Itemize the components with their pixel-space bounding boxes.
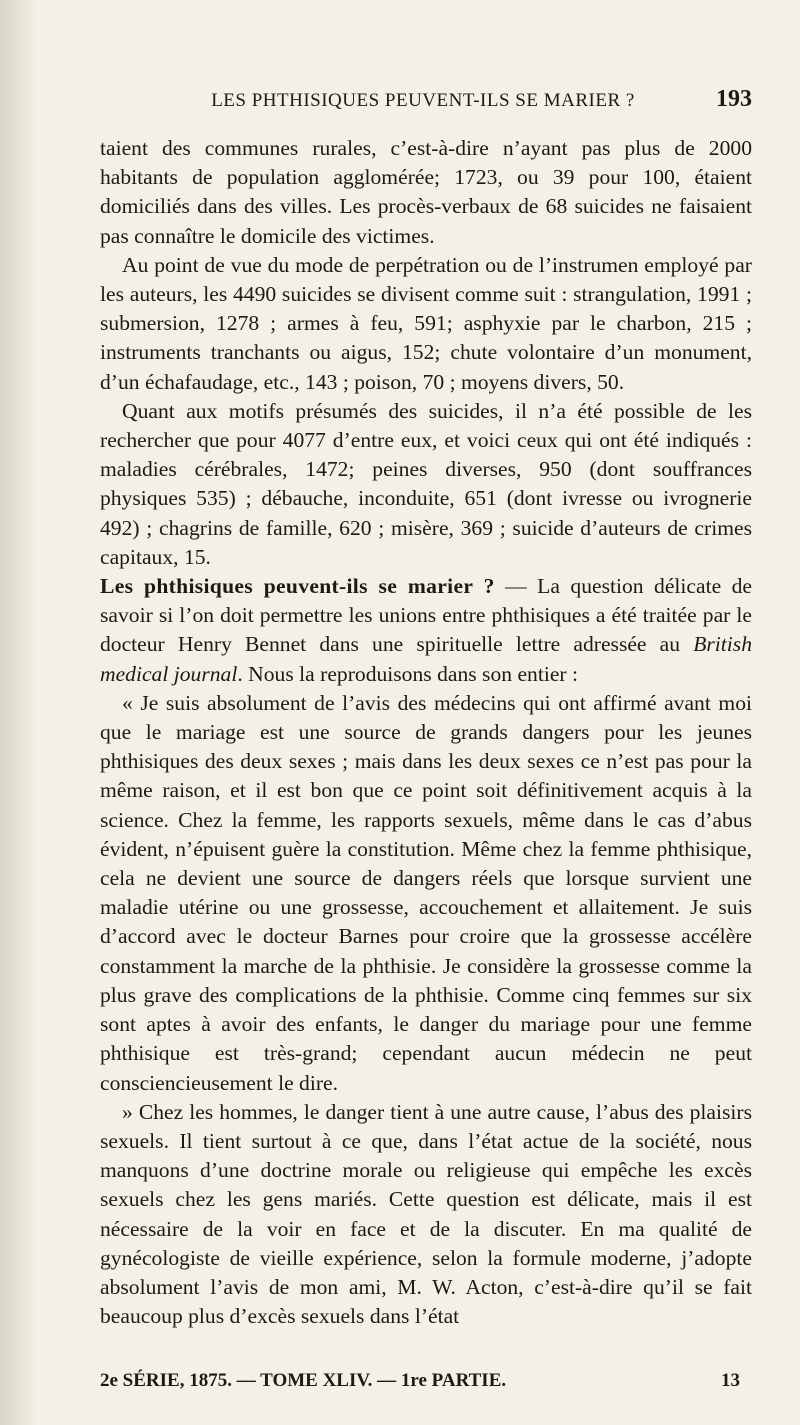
paragraph-2: Au point de vue du mode de perpétration ou de l’instrumen employé par les auteurs, les 4490 suicides se divisent comme suit : strangulation, 1991 ; submersion, 1278 ; armes à feu, 591; asphyxie par le charbon, 215 ; instruments tranchants ou aigus, 152; chute volontaire d’un monument, d’un échafaudage, etc., 143 ; poison, 70 ; moyens divers, 50.	[100, 252, 752, 394]
section-title: Les phthisiques peuvent-ils se marier ?	[100, 574, 495, 599]
paragraph-3: Quant aux motifs présumés des suicides, il n’a été possible de les rechercher que pour 4077 d’entre eux, et voici ceux qui ont été indiqués : maladies cérébrales, 1472; peines diverses, 950 (dont souffrances physiques 535) ; débauche, inconduite, 651 (dont ivresse ou ivrognerie 492) ; chagrins de famille, 620 ; misère, 369 ; suicide d’auteurs de crimes capitaux, 15.	[100, 398, 752, 569]
page-body	[100, 134, 752, 1331]
paragraph-4-text-b: . Nous la reproduisons dans son entier :	[237, 661, 579, 686]
journal-title: British medical journal	[100, 632, 752, 686]
page-number: 193	[716, 86, 752, 112]
paragraph-4-text-a: — La question délicate de savoir si l’on doit permettre les unions entre phthisiques a été traitée par le docteur Henry Bennet dans une spirituelle lettre adressée au	[100, 574, 752, 657]
running-title: LES PHTHISIQUES PEUVENT-ILS SE MARIER ?	[211, 90, 635, 111]
series-line: 2e SÉRIE, 1875. — TOME XLIV. — 1re PARTIE.	[100, 1370, 507, 1391]
paragraph-4	[100, 572, 752, 689]
paragraph-1: taient des communes rurales, c’est-à-dire n’ayant pas plus de 2000 habitants de population agglomérée; 1723, ou 39 pour 100, étaient domiciliés dans des villes. Les procès-verbaux de 68 suicides ne faisaient pas connaître le domicile des victimes.	[100, 136, 752, 248]
signature-mark: 13	[721, 1370, 740, 1391]
page-footer	[100, 1370, 752, 1392]
page-header	[100, 86, 752, 132]
paragraph-5: « Je suis absolument de l’avis des médecins qui ont affirmé avant moi que le mariage est une source de grands dangers pour les jeunes phthisiques des deux sexes ; mais dans les deux sexes ce n’est pas pour la même raison, et il est bon que ce point soit définitivement acquis à la science. Chez la femme, les rapports sexuels, même dans le cas d’abus évident, n’épuisent guère la constitution. Même chez la femme phthisique, cela ne devient une source de dangers réels que lorsque survient une maladie utérine ou une grossesse, accouchement et allaitement. Je suis d’accord avec le docteur Barnes pour croire que la grossesse accélère constamment la marche de la phthisie. Je considère la grossesse comme la plus grave des complications de la phthisie. Comme cinq femmes sur six sont aptes à avoir des enfants, le danger du mariage pour une femme phthisique est très-grand; cependant aucun médecin ne peut consciencieusement le dire.	[100, 690, 752, 1095]
paragraph-6: » Chez les hommes, le danger tient à une autre cause, l’abus des plaisirs sexuels. Il tient surtout à ce que, dans l’état actue de la société, nous manquons d’une doctrine morale ou religieuse qui empêche les excès sexuels chez les gens mariés. Cette question est délicate, mais il est nécessaire de la voir en face et de la discuter. En ma qualité de gynécologiste de vieille expérience, selon la formule moderne, j’adopte absolument l’avis de mon ami, M. W. Acton, c’est-à-dire qu’il se fait beaucoup plus d’excès sexuels dans l’état	[100, 1099, 752, 1329]
